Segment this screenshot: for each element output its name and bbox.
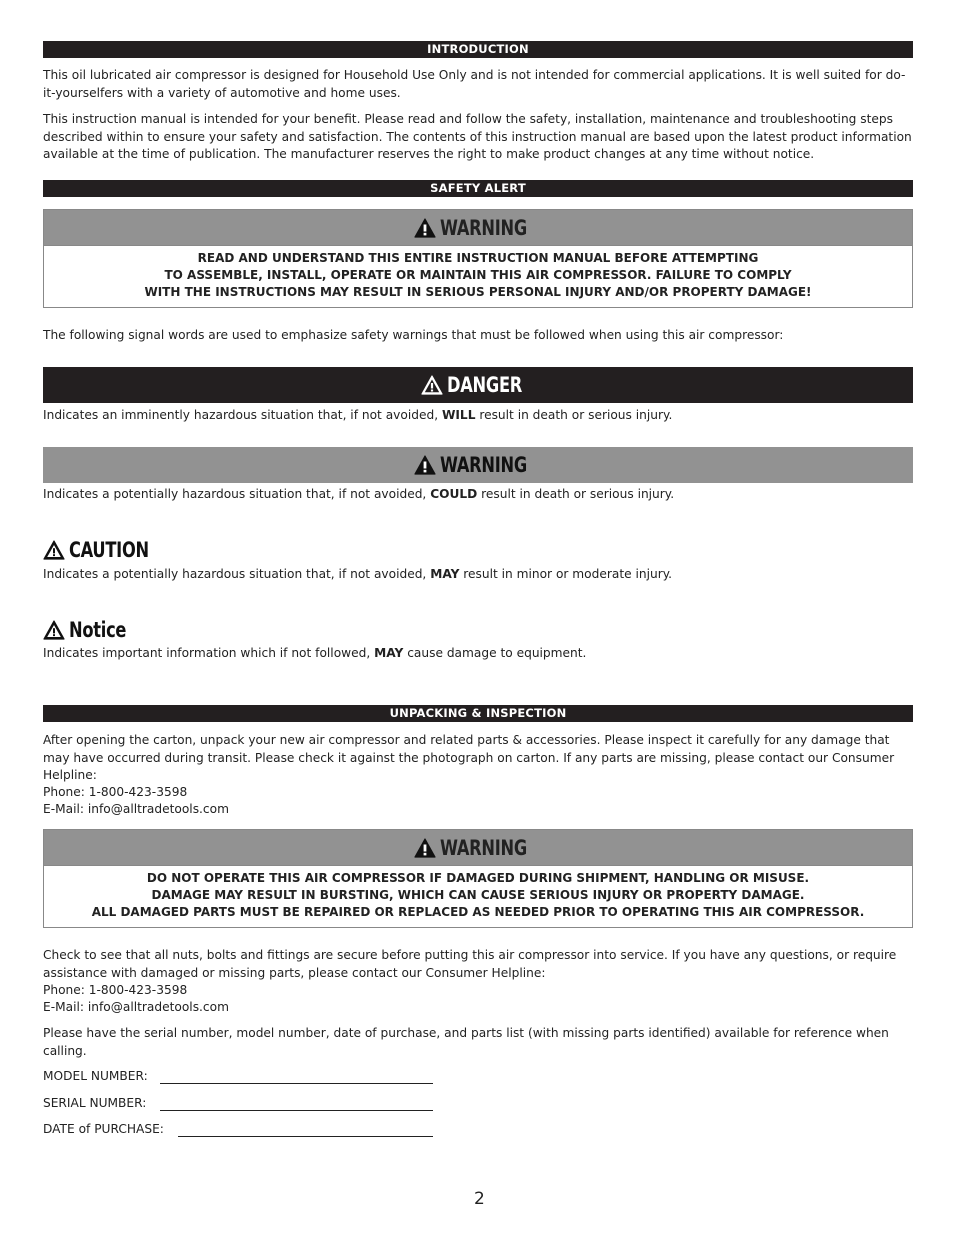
danger-title: DANGER [447,373,523,397]
caution-text: Indicates a potentially hazardous situation that, if not avoided, [43,567,431,581]
unpack-paragraph: After opening the carton, unpack your new air compressor and related parts & accessories. Please inspect it carefully for any damage that may have occurred during transit. Please check it against the photograph on carton. If any parts are missing, please contact our Consumer Helpline: [43,733,895,782]
warning-box-title: WARNING [440,215,528,240]
warning-triangle-icon [414,838,436,858]
signal-words-intro: The following signal words are used to emphasize safety warnings that must be followed when using this air compressor: [43,328,784,342]
caution-title: CAUTION [69,538,149,562]
notice-keyword: MAY [374,646,404,660]
warning-text-end: result in death or serious injury. [477,487,675,501]
warning-triangle-icon [414,218,436,238]
caution-heading [43,538,162,562]
notice-heading [43,618,136,642]
section-header-introduction: INTRODUCTION [43,41,913,58]
serial-number-field[interactable] [43,1096,433,1114]
danger-text-end: result in death or serious injury. [475,408,673,422]
warning-box-text [44,866,912,927]
warning-box-text [44,246,912,307]
date-of-purchase-line[interactable] [178,1136,433,1137]
danger-keyword: WILL [441,408,476,422]
caution-triangle-icon [43,540,65,560]
caution-keyword: MAY [430,567,460,581]
danger-text: Indicates an imminently hazardous situation that, if not avoided, [43,408,442,422]
notice-title: Notice [69,618,127,642]
warning-line: TO ASSEMBLE, INSTALL, OPERATE OR MAINTAIN THIS AIR COMPRESSOR. FAILURE TO COMPLY [164,268,792,282]
notice-triangle-icon [43,620,65,640]
warning-box-manual [43,209,913,308]
notice-text: Indicates important information which if not followed, [43,646,375,660]
danger-banner [43,367,913,403]
warning-line: ALL DAMAGED PARTS MUST BE REPAIRED OR REPLACED AS NEEDED PRIOR TO OPERATING THIS AIR COMPRESSOR. [91,905,865,919]
danger-description [43,407,913,425]
serial-request-paragraph: Please have the serial number, model number, date of purchase, and parts list (with missing parts identified) available for reference when calling. [43,1026,889,1058]
warning-box-header [44,210,912,246]
warning-banner [43,447,913,483]
warning-triangle-icon [414,455,436,475]
warning-box-damage [43,829,913,928]
intro-paragraph-1: This oil lubricated air compressor is designed for Household Use Only and is not intended for commercial applications. It is well suited for do-it-yourselfers with a variety of automotive and home uses. [43,68,906,100]
warning-line: WITH THE INSTRUCTIONS MAY RESULT IN SERIOUS PERSONAL INJURY AND/OR PROPERTY DAMAGE! [144,285,812,299]
notice-description [43,645,913,663]
intro-paragraph-2: This instruction manual is intended for your benefit. Please read and follow the safety, installation, maintenance and troubleshooting steps described within to ensure your safety and satisfaction. The contents of this instruction manual are based upon the latest product information available at the time of publication. The manufacturer reserves the right to make product changes at any time without notice. [43,112,912,161]
caution-description [43,566,913,584]
date-of-purchase-label: DATE of PURCHASE: [43,1122,164,1136]
serial-number-line[interactable] [160,1110,433,1111]
page-number: 2 [474,1189,485,1209]
check-phone: Phone: 1-800-423-3598 [43,983,188,997]
model-number-label: MODEL NUMBER: [43,1069,148,1083]
check-email: E-Mail: info@alltradetools.com [43,1000,229,1014]
danger-triangle-icon [421,375,443,395]
unpack-phone: Phone: 1-800-423-3598 [43,785,188,799]
check-paragraph: Check to see that all nuts, bolts and fittings are secure before putting this air compressor into service. If you have any questions, or require assistance with damaged or missing parts, please contact our Consumer Helpline: [43,948,897,980]
warning-box-title: WARNING [440,835,528,860]
notice-text-end: cause damage to equipment. [403,646,587,660]
caution-text-end: result in minor or moderate injury. [459,567,673,581]
warning-line: DO NOT OPERATE THIS AIR COMPRESSOR IF DAMAGED DURING SHIPMENT, HANDLING OR MISUSE. [146,871,810,885]
warning-keyword: COULD [430,487,478,501]
section-header-safety-alert: SAFETY ALERT [43,180,913,197]
model-number-line[interactable] [160,1083,433,1084]
model-number-field[interactable] [43,1069,433,1087]
warning-line: DAMAGE MAY RESULT IN BURSTING, WHICH CAN CAUSE SERIOUS INJURY OR PROPERTY DAMAGE. [151,888,805,902]
warning-line: READ AND UNDERSTAND THIS ENTIRE INSTRUCTION MANUAL BEFORE ATTEMPTING [197,251,759,265]
unpack-email: E-Mail: info@alltradetools.com [43,802,229,816]
warning-title: WARNING [440,453,528,477]
date-of-purchase-field[interactable] [43,1122,433,1140]
warning-text: Indicates a potentially hazardous situation that, if not avoided, [43,487,431,501]
warning-box-header [44,830,912,866]
warning-description [43,486,913,504]
serial-number-label: SERIAL NUMBER: [43,1096,147,1110]
section-header-unpacking: UNPACKING & INSPECTION [43,705,913,722]
